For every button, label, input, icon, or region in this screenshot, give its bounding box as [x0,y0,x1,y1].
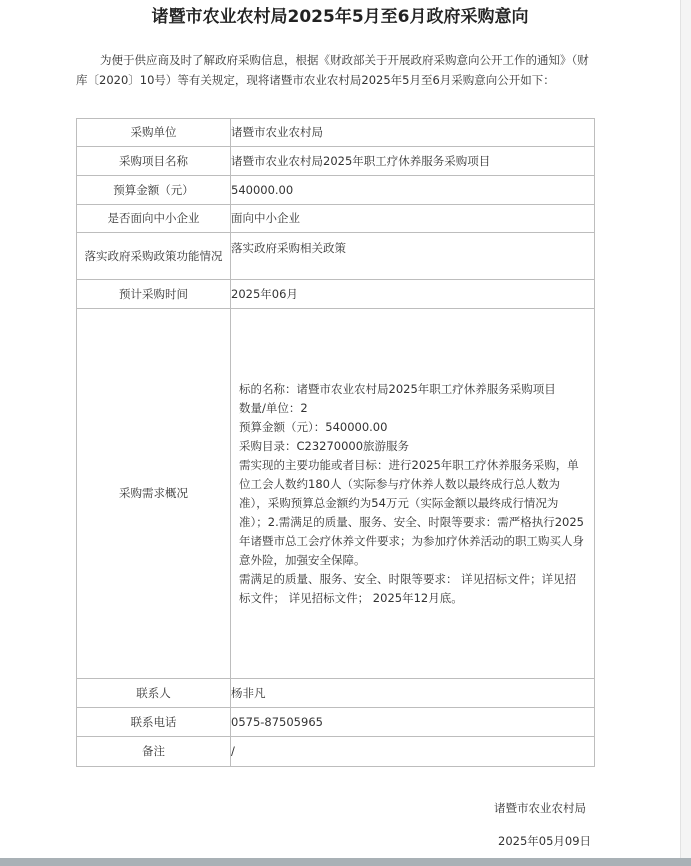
horizontal-scrollbar[interactable] [0,858,691,866]
needs-line: 标的名称：诸暨市农业农村局2025年职工疗休养服务采购项目 [239,381,556,396]
table-row [77,147,595,176]
remark-label: 备注 [77,737,231,767]
phone-value: 0575-87505965 [231,708,595,737]
time-label: 预计采购时间 [77,280,231,309]
phone-label: 联系电话 [77,708,231,737]
project-label: 采购项目名称 [77,147,231,176]
unit-value: 诸暨市农业农村局 [231,119,595,147]
sme-value: 面向中小企业 [231,205,595,233]
signature-date: 2025年05月09日 [498,834,592,848]
project-value: 诸暨市农业农村局2025年职工疗休养服务采购项目 [231,147,595,176]
contact-label: 联系人 [77,679,231,708]
signature-org: 诸暨市农业农村局 [494,801,586,815]
table-row [77,708,595,737]
contact-value: 杨非凡 [231,679,595,708]
policy-label: 落实政府采购政策功能情况 [77,233,231,280]
needs-label: 采购需求概况 [77,309,231,679]
policy-value: 落实政府采购相关政策 [231,233,595,280]
needs-line: 数量/单位：2 [239,400,308,415]
table-row [77,309,595,679]
needs-line: 采购目录：C23270000旅游服务 [239,438,410,453]
needs-line: 预算金额（元）：540000.00 [239,419,388,434]
needs-line: 需实现的主要功能或者目标：进行2025年职工疗休养服务采购，单位工会人数约180人（实际参与疗休养人数以最终成行总人数为准），采购预算总金额约为54万元（实际金额以最终成行情况为准）；2.需满足的质量、服务、安全、时限等要求：需严格执行2025年诸暨市总工会疗休养文件要求；为参加疗休养活动的职工购买人身意外险，加强安全保障。 [239,457,584,567]
budget-label: 预算金额（元） [77,176,231,205]
table-row [77,205,595,233]
procurement-table [76,118,595,767]
page-edge [680,0,691,866]
table-row [77,233,595,280]
unit-label: 采购单位 [77,119,231,147]
page-title: 诸暨市农业农村局2025年5月至6月政府采购意向 [151,7,529,27]
time-value: 2025年06月 [231,280,595,309]
table-row [77,176,595,205]
sme-label: 是否面向中小企业 [77,205,231,233]
budget-value: 540000.00 [231,176,595,205]
needs-cell [231,309,595,679]
needs-line: 需满足的质量、服务、安全、时限等要求： 详见招标文件；详见招标文件； 详见招标文件； 2025年12月底。 [239,571,577,605]
table-row [77,679,595,708]
remark-value: / [231,737,595,767]
table-row [77,737,595,767]
needs-detail [231,380,594,608]
table-row [77,119,595,147]
intro-paragraph: 为便于供应商及时了解政府采购信息，根据《财政部关于开展政府采购意向公开工作的通知》（财库〔2020〕10号）等有关规定，现将诸暨市农业农村局2025年5月至6月采购意向公开如下： [76,53,589,87]
table-row [77,280,595,309]
